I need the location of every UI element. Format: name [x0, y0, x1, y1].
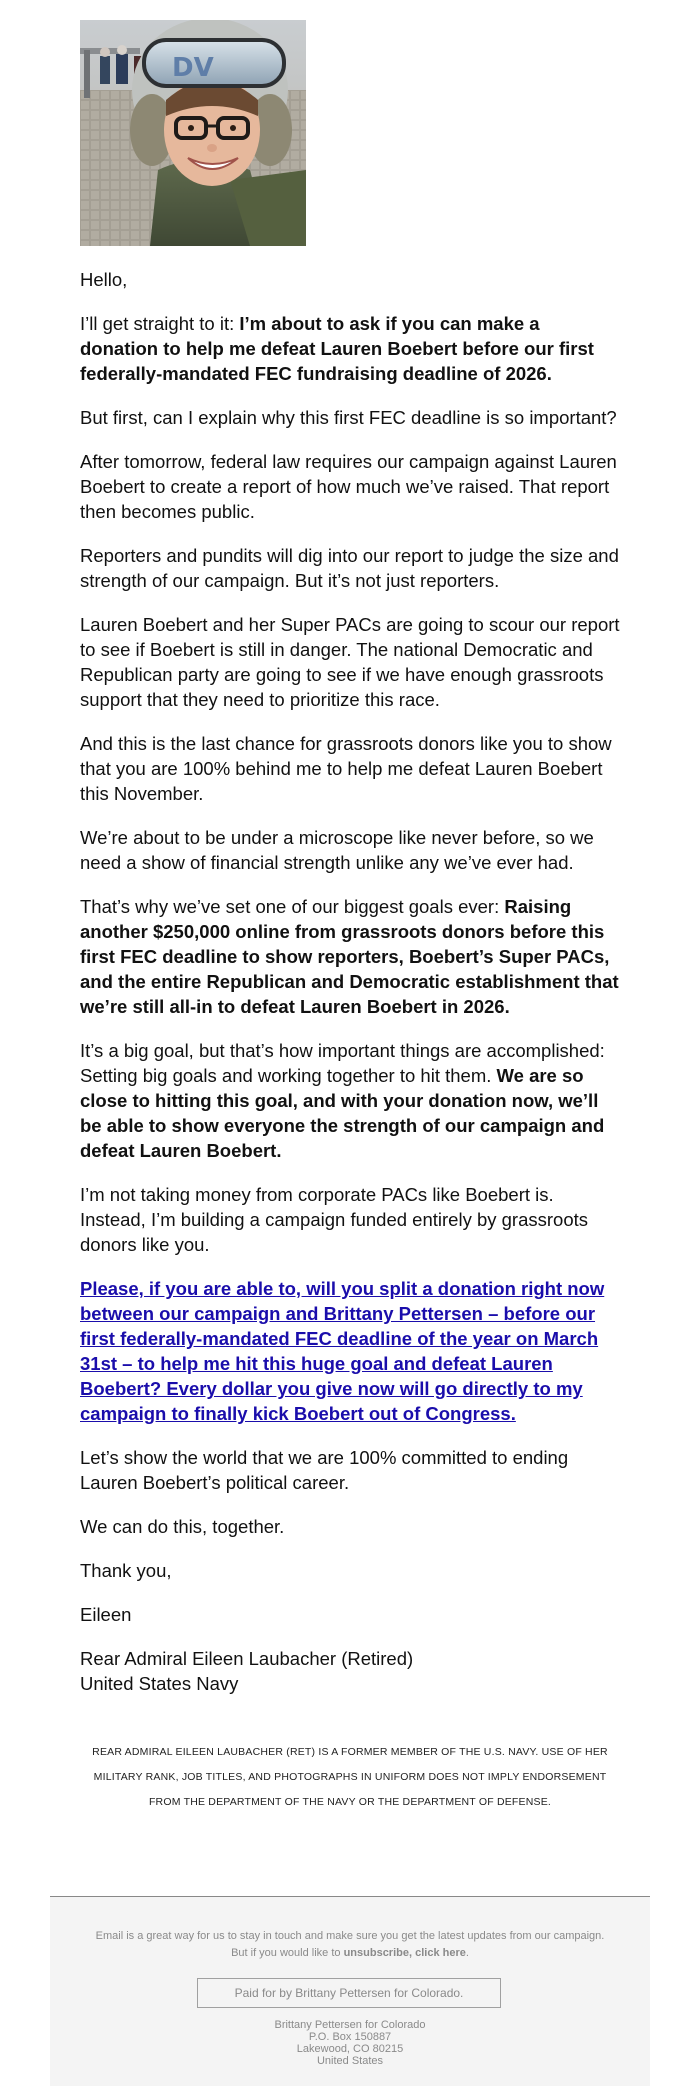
big-goal-bold: We are so close to hitting this goal, and with your donation now, we’ll be able to show everyone the strength of our campaign and defeat Lauren Boebert.: [80, 1065, 605, 1161]
signoff-name: Eileen: [80, 1604, 132, 1625]
goal-bold: Raising another $250,000 online from grassroots donors before this first FEC deadline to show reporters, Boebert’s Super PACs, and the entire Republican and Democratic establishment that we’re still all-in to defeat Lauren Boebert in 2026.: [80, 896, 619, 1017]
footer-line2-end: .: [465, 1947, 469, 1959]
paragraph-intro: [80, 311, 620, 386]
address-line: United States: [316, 2055, 384, 2067]
closing: Thank you,: [80, 1560, 172, 1581]
greeting: Hello,: [80, 269, 128, 290]
goal-lead: That’s why we’ve set one of our biggest goals ever:: [80, 896, 505, 917]
donate-link[interactable]: Please, if you are able to, will you split a donation right now between our campaign and Brittany Pettersen – before our first federally-mandated FEC deadline of the year on March 31st – to help me hit this huge goal and defeat Lauren Boebert? Every dollar you give now will go directly to my campaign to finally kick Boebert out of Congress.: [80, 1278, 605, 1424]
intro-lead: I’ll get straight to it:: [80, 313, 240, 334]
paragraph-committed: Let’s show the world that we are 100% committed to ending Lauren Boebert’s political career.: [80, 1447, 569, 1493]
footer-text: [50, 1928, 650, 1962]
address-line: P.O. Box 150887: [308, 2031, 392, 2043]
address-line: Lakewood, CO 80215: [296, 2043, 404, 2055]
paragraph-big-goal: [80, 1038, 620, 1163]
paragraph-no-pacs: I’m not taking money from corporate PACs like Boebert is. Instead, I’m building a campaign funded entirely by grassroots donors like you.: [80, 1184, 589, 1255]
address-line: Brittany Pettersen for Colorado: [274, 2019, 426, 2031]
signature-org: United States Navy: [80, 1673, 239, 1694]
paragraph-together: We can do this, together.: [80, 1516, 285, 1537]
military-disclaimer: REAR ADMIRAL EILEEN LAUBACHER (RET) IS A FORMER MEMBER OF THE U.S. NAVY. USE OF HER MILITARY RANK, JOB TITLES, AND PHOTOGRAPHS IN UNIFORM DOES NOT IMPLY ENDORSEMENT FROM THE DEPARTMENT OF THE NAVY OR THE DEPARTMENT OF DEFENSE.: [92, 1746, 608, 1808]
email-content: [80, 20, 620, 1696]
paid-for-box: Paid for by Brittany Pettersen for Colorado.: [197, 1978, 501, 2008]
paragraph-goal: [80, 894, 620, 1019]
svg-text:DV: DV: [172, 53, 214, 83]
paragraph-reporters: Reporters and pundits will dig into our report to judge the size and strength of our campaign. But it’s not just reporters.: [80, 545, 619, 591]
footer-line1: Email is a great way for us to stay in touch and make sure you get the latest updates from our campaign.: [95, 1930, 605, 1942]
signature-title: Rear Admiral Eileen Laubacher (Retired): [80, 1648, 414, 1669]
intro-bold: I’m about to ask if you can make a donation to help me defeat Lauren Boebert before our first federally-mandated FEC fundraising deadline of 2026.: [80, 313, 594, 384]
unsubscribe-link[interactable]: unsubscribe, click here: [343, 1947, 466, 1959]
paragraph-super-pacs: Lauren Boebert and her Super PACs are going to scour our report to see if Boebert is still in danger. The national Democratic and Republican party are going to see if we have enough grassroots support that they need to prioritize this race.: [80, 614, 620, 710]
email-footer: [50, 1897, 650, 2086]
footer-line2-lead: But if you would like to: [231, 1947, 344, 1959]
paragraph-microscope: We’re about to be under a microscope like never before, so we need a show of financial strength unlike any we’ve ever had.: [80, 827, 594, 873]
paragraph-question: But first, can I explain why this first FEC deadline is so important?: [80, 407, 617, 428]
paragraph-report: After tomorrow, federal law requires our campaign against Lauren Boebert to create a report of how much we’ve raised. That report then becomes public.: [80, 451, 617, 522]
mailing-address: [50, 2019, 650, 2067]
big-goal-lead: It’s a big goal, but that’s how important things are accomplished: Setting big goals and working together to hit them.: [80, 1040, 605, 1086]
paragraph-last-chance: And this is the last chance for grassroots donors like you to show that you are 100% behind me to help me defeat Lauren Boebert this November.: [80, 733, 612, 804]
candidate-photo: [80, 20, 306, 246]
